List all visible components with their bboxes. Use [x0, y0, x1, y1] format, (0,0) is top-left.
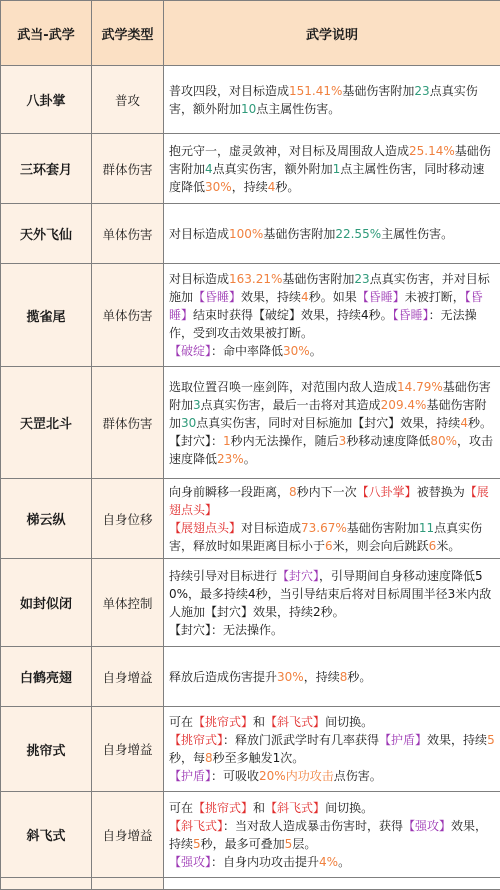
- description-text: 3: [193, 398, 201, 412]
- description-text: 选取位置召唤一座剑阵，对范围内敌人造成: [169, 380, 397, 394]
- description-text: 点真实伤害，最后一击将对其造成: [201, 398, 381, 412]
- description-text: 30: [181, 416, 196, 430]
- description-text: 点真实伤害，释放时如果距离目标小于: [169, 521, 482, 553]
- description-text: 【昏睡】: [393, 308, 429, 322]
- description-text: 点主属性伤害。: [256, 102, 340, 116]
- skill-type: 群体伤害: [92, 134, 164, 204]
- description-text: 4%: [319, 855, 338, 869]
- description-text: 点真实伤害，并对目标施加: [169, 272, 490, 304]
- description-text: 8: [289, 485, 297, 499]
- description-text: 【挑帘式】: [193, 715, 253, 729]
- header-skill-name: 武当-武学: [1, 1, 92, 66]
- table-row: [1, 66, 500, 134]
- description-text: 5: [193, 837, 201, 851]
- description-text: 5: [487, 733, 495, 747]
- description-text: 【封穴】：: [169, 434, 223, 448]
- skill-name: 天外飞仙: [1, 204, 92, 264]
- description-text: 抱元守一，虚灵敛神，对目标及周围敌人造成: [169, 144, 409, 158]
- description-text: 秒内无法操作，随后: [231, 434, 339, 448]
- description-text: 和: [253, 801, 265, 815]
- table-row: [1, 367, 500, 479]
- skill-description: [164, 264, 500, 367]
- description-line: [169, 668, 496, 686]
- description-text: 80%: [430, 434, 457, 448]
- description-text: 基础伤害附加: [282, 272, 354, 286]
- description-text: 5: [285, 837, 293, 851]
- description-text: 秒。: [468, 416, 492, 430]
- description-text: 【昏睡】: [169, 290, 483, 322]
- description-line: [169, 767, 496, 785]
- description-text: ：当对敌人造成暴击伤害时，获得: [223, 819, 403, 833]
- description-text: 8: [340, 670, 348, 684]
- skill-name: 白鹤亮翅: [1, 647, 92, 707]
- skill-description: [164, 559, 500, 647]
- skill-name: 如封似闭: [1, 559, 92, 647]
- description-text: 【封穴】: [277, 569, 319, 583]
- skill-type: 自身增益: [92, 707, 164, 792]
- skill-name: 八卦掌: [1, 66, 92, 134]
- skill-description: [164, 479, 500, 559]
- description-line: [169, 817, 496, 853]
- description-text: 【昏睡】: [193, 290, 241, 304]
- description-line: [169, 142, 496, 196]
- description-text: 秒至多触发1次。: [213, 751, 305, 765]
- skill-description: [164, 204, 500, 264]
- skill-type: 自身增益: [92, 647, 164, 707]
- description-text: ：命中率降低: [211, 344, 283, 358]
- description-text: 4: [205, 162, 213, 176]
- skill-type: 普攻: [92, 66, 164, 134]
- description-text: 30%: [205, 180, 232, 194]
- description-text: 主属性伤害。: [381, 227, 453, 241]
- description-text: 14.79%: [397, 380, 443, 394]
- table-row: [1, 479, 500, 559]
- description-text: 秒。: [347, 670, 371, 684]
- description-text: 对目标造成: [169, 272, 229, 286]
- description-text: 秒。如果: [309, 290, 357, 304]
- description-text: 【斜飞式】: [265, 801, 325, 815]
- description-line: [169, 713, 496, 731]
- description-text: 20%内功攻击: [259, 769, 334, 783]
- description-line: [169, 225, 496, 243]
- description-line: [169, 799, 496, 817]
- description-text: 基础伤害附加: [342, 84, 414, 98]
- description-text: 【封穴】：无法操作。: [169, 623, 283, 637]
- skill-type: 自身增益: [92, 792, 164, 878]
- description-text: 23: [414, 84, 429, 98]
- description-text: 【强攻】: [169, 855, 211, 869]
- table-row: [1, 134, 500, 204]
- skill-type: [92, 878, 164, 890]
- skill-description: [164, 878, 500, 890]
- description-line: [169, 483, 496, 519]
- description-text: ：释放门派武学时有几率获得: [223, 733, 379, 747]
- skill-description: [164, 134, 500, 204]
- description-text: 1: [333, 162, 341, 176]
- description-text: 基础伤害附加: [169, 398, 486, 430]
- description-text: 点真实伤害，同时对目标施加【封穴】效果，持续: [196, 416, 460, 430]
- description-text: 点真实伤害，额外附加: [169, 84, 478, 116]
- description-text: 基础伤害附加: [347, 521, 419, 535]
- description-text: 秒，最多可叠加: [201, 837, 285, 851]
- description-line: [169, 519, 496, 555]
- description-text: 【挑帘式】: [169, 733, 223, 747]
- skill-name: 三环套月: [1, 134, 92, 204]
- description-text: 普攻四段，对目标造成: [169, 84, 289, 98]
- description-text: 1: [223, 434, 231, 448]
- description-text: 秒内下一次: [297, 485, 357, 499]
- table-row: [1, 707, 500, 792]
- header-skill-desc: 武学说明: [164, 1, 500, 66]
- table-row: [1, 792, 500, 878]
- description-text: 4: [301, 290, 309, 304]
- skill-description: [164, 707, 500, 792]
- skill-name: 揽雀尾: [1, 264, 92, 367]
- description-text: 151.41%: [289, 84, 342, 98]
- skill-description: [164, 792, 500, 878]
- description-text: 4: [460, 416, 468, 430]
- description-text: 8: [205, 751, 213, 765]
- description-text: 【挑帘式】: [193, 801, 253, 815]
- description-text: 100%: [229, 227, 263, 241]
- header-skill-type: 武学类型: [92, 1, 164, 66]
- skill-type: 自身位移: [92, 479, 164, 559]
- description-text: 基础伤害附加: [169, 380, 491, 412]
- skill-name: 斜飞式: [1, 792, 92, 878]
- description-text: 米。: [436, 539, 460, 553]
- description-line: [169, 378, 496, 432]
- skill-name: [1, 878, 92, 890]
- description-text: 间切换。: [325, 801, 373, 815]
- description-text: 秒，每: [169, 751, 205, 765]
- description-text: 对目标造成: [169, 227, 229, 241]
- description-text: 。: [310, 344, 322, 358]
- description-text: ，攻击速度降低: [169, 434, 493, 466]
- description-text: 22.55%: [335, 227, 381, 241]
- description-text: 对目标造成: [241, 521, 301, 535]
- description-text: 。: [244, 452, 256, 466]
- description-line: [169, 621, 496, 639]
- description-text: 4: [268, 180, 276, 194]
- description-text: 可在: [169, 715, 193, 729]
- description-line: [169, 567, 496, 621]
- skill-type: 单体控制: [92, 559, 164, 647]
- table-header-row: [1, 1, 500, 66]
- description-text: 秒移动速度降低: [346, 434, 430, 448]
- description-text: 点主属性伤害，同时移动速度降低: [169, 162, 484, 194]
- table-row: [1, 204, 500, 264]
- skill-name: 梯云纵: [1, 479, 92, 559]
- description-text: 。: [338, 855, 350, 869]
- skill-description: [164, 66, 500, 134]
- description-text: ：自身内功攻击提升: [211, 855, 319, 869]
- description-text: 30%: [283, 344, 310, 358]
- description-text: 向身前瞬移一段距离，: [169, 485, 289, 499]
- description-text: 25.14%: [409, 144, 455, 158]
- skill-type: 单体伤害: [92, 204, 164, 264]
- description-text: 【护盾】: [169, 769, 211, 783]
- table-row: [1, 559, 500, 647]
- description-line: [169, 82, 496, 118]
- description-text: 持续引导对目标进行: [169, 569, 277, 583]
- description-text: 点真实伤害，额外附加: [213, 162, 333, 176]
- description-line: [169, 270, 496, 342]
- description-text: 【八卦掌】: [357, 485, 417, 499]
- description-text: ：无法操作，受到攻击效果被打断。: [169, 308, 477, 340]
- description-line: [169, 342, 496, 360]
- description-text: ，持续: [232, 180, 268, 194]
- description-text: 6: [429, 539, 437, 553]
- description-text: ：可吸收: [211, 769, 259, 783]
- skill-type: 群体伤害: [92, 367, 164, 479]
- skill-description: [164, 647, 500, 707]
- description-text: 【护盾】: [379, 733, 427, 747]
- description-text: 间切换。: [325, 715, 373, 729]
- description-text: 23%: [217, 452, 244, 466]
- description-text: 【破绽】: [169, 344, 211, 358]
- description-text: 【斜飞式】: [169, 819, 223, 833]
- description-text: 被替换为: [417, 485, 465, 499]
- description-text: 层。: [292, 837, 316, 851]
- description-line: [169, 853, 496, 871]
- skill-name: 挑帘式: [1, 707, 92, 792]
- table-row-cut-off: [1, 878, 500, 890]
- skill-name: 天罡北斗: [1, 367, 92, 479]
- table-row: [1, 264, 500, 367]
- description-text: 结束时获得【破绽】效果，持续4秒。: [193, 308, 393, 322]
- description-text: 163.21%: [229, 272, 282, 286]
- description-text: 10: [241, 102, 256, 116]
- description-text: 【展翅点头】: [169, 521, 241, 535]
- description-text: 米，则会向后跳跃: [333, 539, 429, 553]
- description-text: 3: [339, 434, 347, 448]
- description-text: 23: [354, 272, 369, 286]
- description-text: 效果，持续: [241, 290, 301, 304]
- description-text: 点伤害。: [334, 769, 382, 783]
- description-text: 73.67%: [301, 521, 347, 535]
- description-text: 效果，持续: [169, 819, 487, 851]
- description-text: 【强攻】: [403, 819, 451, 833]
- description-text: 未被打断，: [405, 290, 465, 304]
- description-text: 6: [325, 539, 333, 553]
- description-text: 11: [419, 521, 434, 535]
- description-text: 209.4%: [381, 398, 427, 412]
- description-text: 【展翅点头】: [169, 485, 489, 517]
- description-text: 和: [253, 715, 265, 729]
- description-text: 可在: [169, 801, 193, 815]
- description-text: 秒。: [275, 180, 299, 194]
- skill-type: 单体伤害: [92, 264, 164, 367]
- description-text: 效果，持续: [427, 733, 487, 747]
- description-line: [169, 432, 496, 468]
- description-text: ，持续: [304, 670, 340, 684]
- description-text: 基础伤害附加: [263, 227, 335, 241]
- description-line: [169, 731, 496, 767]
- description-text: 释放后造成伤害提升: [169, 670, 277, 684]
- skill-description: [164, 367, 500, 479]
- table-row: [1, 647, 500, 707]
- description-text: 基础伤害附加: [169, 144, 491, 176]
- description-text: ，引导期间自身移动速度降低50%，最多持续4秒，当引导结束后将对目标周围半径3米内敌人施加【封穴】效果，持续2秒。: [169, 569, 491, 619]
- description-text: 【斜飞式】: [265, 715, 325, 729]
- description-text: 【昏睡】: [357, 290, 405, 304]
- description-text: 30%: [277, 670, 304, 684]
